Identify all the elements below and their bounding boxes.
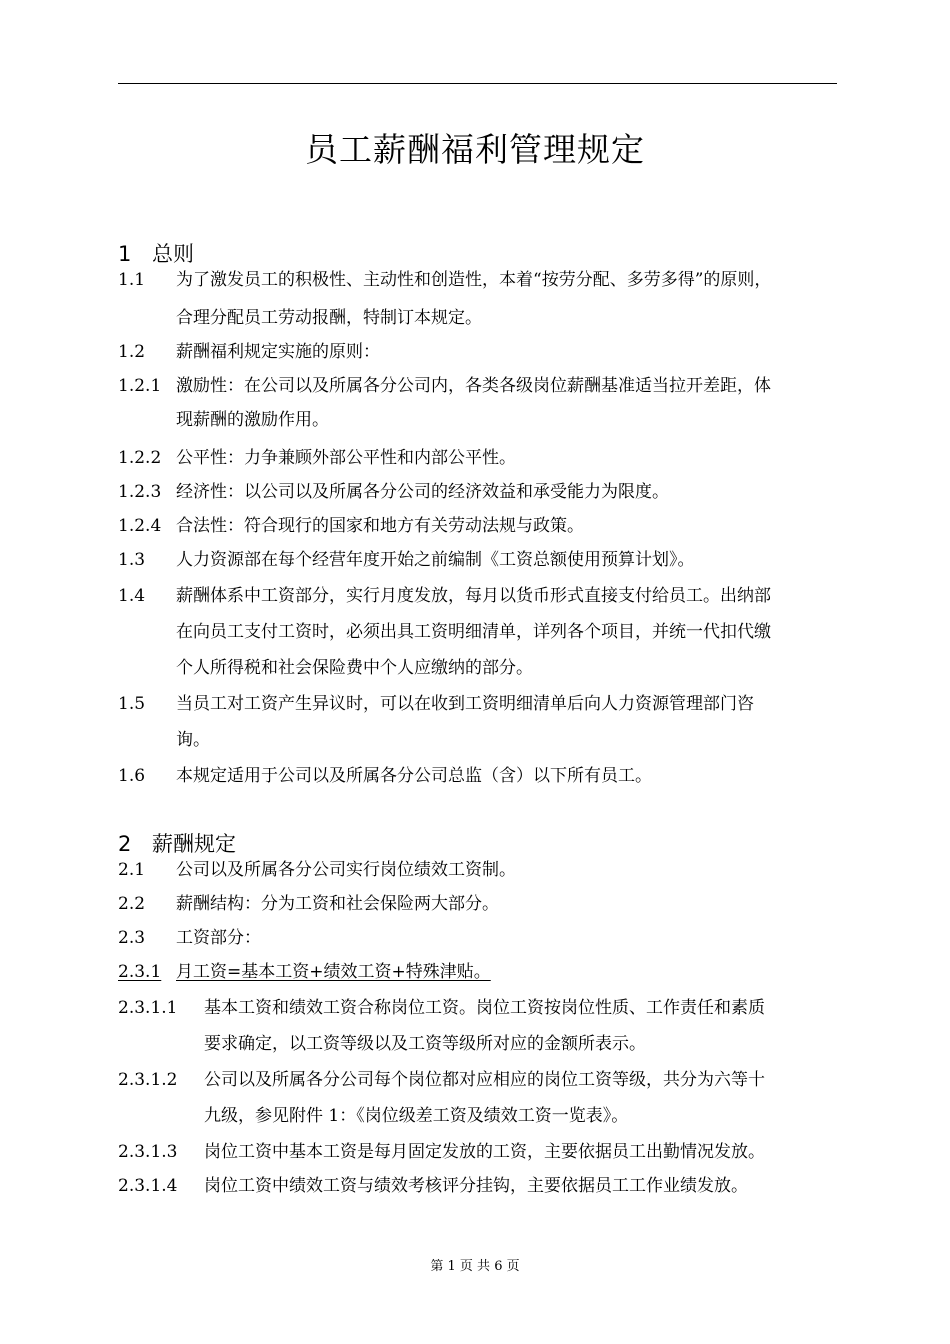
paragraph-line: 岗位工资中基本工资是每月固定发放的工资，主要依据员工出勤情况发放。	[204, 1142, 765, 1162]
paragraph-number: 1.5	[118, 694, 146, 714]
paragraph-line: 公司以及所属各分公司实行岗位绩效工资制。	[176, 860, 516, 880]
section-number: 1	[118, 242, 132, 266]
paragraph-number: 1.2.2	[118, 448, 162, 468]
header-rule	[118, 83, 837, 84]
paragraph-line: 薪酬体系中工资部分，实行月度发放，每月以货币形式直接支付给员工。出纳部	[176, 586, 771, 606]
document-title: 员工薪酬福利管理规定	[305, 130, 645, 169]
paragraph-line: 本规定适用于公司以及所属各分公司总监（含）以下所有员工。	[176, 766, 652, 786]
paragraph-number: 2.2	[118, 894, 146, 914]
section-label: 薪酬规定	[152, 832, 236, 856]
page-footer: 第 1 页 共 6 页	[430, 1259, 520, 1274]
section-label: 总则	[152, 242, 194, 266]
paragraph-line: 个人所得税和社会保险费中个人应缴纳的部分。	[176, 658, 533, 678]
paragraph-number: 1.6	[118, 766, 146, 786]
paragraph-number: 1.2.4	[118, 516, 162, 536]
paragraph-number: 1.2	[118, 342, 146, 362]
paragraph-number: 2.1	[118, 860, 146, 880]
paragraph-line: 薪酬福利规定实施的原则：	[176, 342, 380, 362]
section-heading	[118, 830, 236, 858]
paragraph-line: 人力资源部在每个经营年度开始之前编制《工资总额使用预算计划》。	[176, 550, 695, 570]
paragraph-number: 1.2.1	[118, 376, 162, 396]
paragraph-number: 1.4	[118, 586, 146, 606]
section-heading	[118, 240, 194, 268]
paragraph-line: 岗位工资中绩效工资与绩效考核评分挂钩，主要依据员工工作业绩发放。	[204, 1176, 748, 1196]
paragraph-line: 工资部分：	[176, 928, 261, 948]
paragraph-line: 询。	[176, 730, 210, 750]
paragraph-number: 2.3.1.1	[118, 998, 178, 1018]
paragraph-line: 公司以及所属各分公司每个岗位都对应相应的岗位工资等级，共分为六等十	[204, 1070, 765, 1090]
paragraph-number: 2.3.1.2	[118, 1070, 178, 1090]
paragraph-number: 1.3	[118, 550, 146, 570]
paragraph-line: 基本工资和绩效工资合称岗位工资。岗位工资按岗位性质、工作责任和素质	[204, 998, 765, 1018]
paragraph-number: 2.3	[118, 928, 146, 948]
paragraph-number: 2.3.1	[118, 962, 162, 982]
paragraph-line: 要求确定，以工资等级以及工资等级所对应的金额所表示。	[204, 1034, 646, 1054]
paragraph-number: 2.3.1.3	[118, 1142, 178, 1162]
paragraph-line: 经济性：以公司以及所属各分公司的经济效益和承受能力为限度。	[176, 482, 669, 502]
paragraph-line: 九级，参见附件 1：《岗位级差工资及绩效工资一览表》。	[204, 1106, 629, 1126]
paragraph-line: 合法性：符合现行的国家和地方有关劳动法规与政策。	[176, 516, 584, 536]
paragraph-line: 在向员工支付工资时，必须出具工资明细清单，详列各个项目，并统一代扣代缴	[176, 622, 771, 642]
paragraph-line: 公平性：力争兼顾外部公平性和内部公平性。	[176, 448, 516, 468]
paragraph-line: 当员工对工资产生异议时，可以在收到工资明细清单后向人力资源管理部门咨	[176, 694, 754, 714]
paragraph-line: 激励性：在公司以及所属各分公司内，各类各级岗位薪酬基准适当拉开差距，体	[176, 376, 771, 396]
section-number: 2	[118, 832, 132, 856]
paragraph-number: 1.2.3	[118, 482, 162, 502]
paragraph-line: 薪酬结构：分为工资和社会保险两大部分。	[176, 894, 499, 914]
paragraph-line: 月工资=基本工资+绩效工资+特殊津贴。	[176, 962, 491, 982]
paragraph-line: 为了激发员工的积极性、主动性和创造性，本着“按劳分配、多劳多得”的原则，	[176, 270, 772, 290]
paragraph-number: 2.3.1.4	[118, 1176, 178, 1196]
paragraph-line: 现薪酬的激励作用。	[176, 410, 329, 430]
paragraph-number: 1.1	[118, 270, 146, 290]
paragraph-line: 合理分配员工劳动报酬，特制订本规定。	[176, 308, 482, 328]
